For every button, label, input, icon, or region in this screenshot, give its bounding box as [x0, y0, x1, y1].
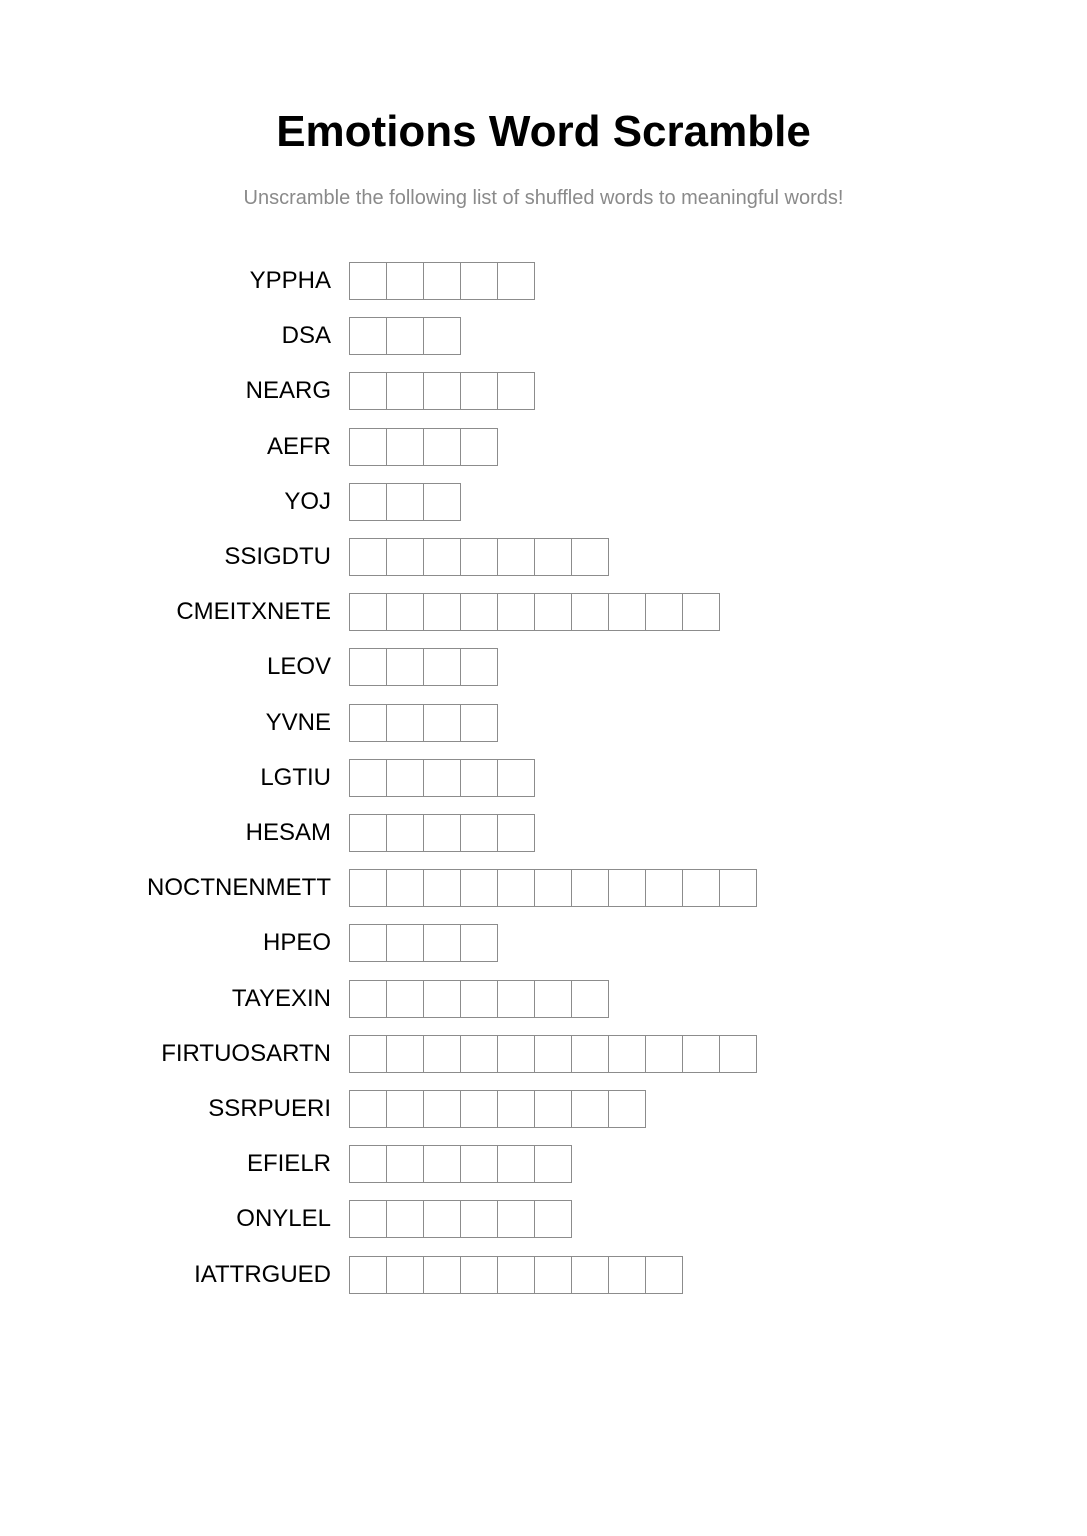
word-row: [0, 1256, 1087, 1294]
answer-boxes: [349, 593, 719, 631]
word-row: [0, 1145, 1087, 1183]
letter-box[interactable]: [386, 869, 424, 907]
letter-box[interactable]: [349, 317, 387, 355]
letter-box[interactable]: [497, 1256, 535, 1294]
page-title: Emotions Word Scramble: [276, 107, 811, 156]
letter-box[interactable]: [571, 1256, 609, 1294]
letter-box[interactable]: [386, 759, 424, 797]
letter-box[interactable]: [423, 924, 461, 962]
letter-box[interactable]: [608, 1090, 646, 1128]
letter-box[interactable]: [534, 980, 572, 1018]
letter-box[interactable]: [386, 317, 424, 355]
letter-box[interactable]: [349, 1035, 387, 1073]
scrambled-word: HESAM: [245, 819, 331, 846]
letter-box[interactable]: [423, 1200, 461, 1238]
letter-box[interactable]: [386, 262, 424, 300]
letter-box[interactable]: [571, 1090, 609, 1128]
letter-box[interactable]: [608, 1035, 646, 1073]
letter-box[interactable]: [386, 428, 424, 466]
answer-boxes: [349, 980, 608, 1018]
letter-box[interactable]: [423, 1090, 461, 1128]
answer-boxes: [349, 648, 497, 686]
letter-box[interactable]: [386, 814, 424, 852]
word-row: [0, 1090, 1087, 1128]
letter-box[interactable]: [423, 483, 461, 521]
letter-box[interactable]: [423, 704, 461, 742]
letter-box[interactable]: [497, 759, 535, 797]
answer-boxes: [349, 1145, 571, 1183]
letter-box[interactable]: [386, 980, 424, 1018]
answer-boxes: [349, 1035, 756, 1073]
letter-box[interactable]: [423, 372, 461, 410]
letter-box[interactable]: [423, 814, 461, 852]
letter-box[interactable]: [460, 428, 498, 466]
letter-box[interactable]: [423, 428, 461, 466]
letter-box[interactable]: [349, 428, 387, 466]
letter-box[interactable]: [460, 869, 498, 907]
word-row: [0, 980, 1087, 1018]
letter-box[interactable]: [349, 869, 387, 907]
letter-box[interactable]: [460, 980, 498, 1018]
letter-box[interactable]: [534, 1035, 572, 1073]
word-row: [0, 759, 1087, 797]
letter-box[interactable]: [682, 593, 720, 631]
letter-box[interactable]: [460, 759, 498, 797]
letter-box[interactable]: [608, 869, 646, 907]
letter-box[interactable]: [497, 814, 535, 852]
letter-box[interactable]: [349, 593, 387, 631]
word-row: [0, 372, 1087, 410]
letter-box[interactable]: [386, 648, 424, 686]
word-row: [0, 317, 1087, 355]
answer-boxes: [349, 428, 497, 466]
letter-box[interactable]: [571, 869, 609, 907]
letter-box[interactable]: [571, 980, 609, 1018]
letter-box[interactable]: [460, 814, 498, 852]
letter-box[interactable]: [645, 869, 683, 907]
letter-box[interactable]: [460, 262, 498, 300]
scrambled-word: NEARG: [245, 377, 331, 405]
letter-box[interactable]: [534, 538, 572, 576]
letter-box[interactable]: [349, 1256, 387, 1294]
letter-box[interactable]: [497, 593, 535, 631]
letter-box[interactable]: [460, 1090, 498, 1128]
answer-boxes: [349, 372, 534, 410]
letter-box[interactable]: [460, 538, 498, 576]
letter-box[interactable]: [534, 1256, 572, 1294]
answer-boxes: [349, 759, 534, 797]
letter-box[interactable]: [386, 1145, 424, 1183]
letter-box[interactable]: [534, 1145, 572, 1183]
letter-box[interactable]: [460, 1256, 498, 1294]
scrambled-word: SSRPUERI: [208, 1095, 331, 1122]
letter-box[interactable]: [349, 1145, 387, 1183]
letter-box[interactable]: [719, 869, 757, 907]
letter-box[interactable]: [571, 538, 609, 576]
letter-box[interactable]: [645, 593, 683, 631]
letter-box[interactable]: [386, 372, 424, 410]
answer-boxes: [349, 1200, 571, 1238]
letter-box[interactable]: [423, 538, 461, 576]
letter-box[interactable]: [386, 924, 424, 962]
letter-box[interactable]: [423, 262, 461, 300]
scrambled-word: FIRTUOSARTN: [161, 1039, 331, 1067]
letter-box[interactable]: [349, 648, 387, 686]
letter-box[interactable]: [460, 1145, 498, 1183]
letter-box[interactable]: [534, 593, 572, 631]
answer-boxes: [349, 483, 460, 521]
scrambled-word: AEFR: [266, 432, 331, 460]
word-row: [0, 924, 1087, 962]
letter-box[interactable]: [497, 869, 535, 907]
letter-box[interactable]: [423, 759, 461, 797]
letter-box[interactable]: [608, 1256, 646, 1294]
answer-boxes: [349, 1256, 682, 1294]
letter-box[interactable]: [349, 704, 387, 742]
letter-box[interactable]: [460, 1035, 498, 1073]
letter-box[interactable]: [349, 924, 387, 962]
scrambled-word: LGTIU: [260, 763, 331, 791]
scrambled-word: HPEO: [262, 929, 331, 957]
letter-box[interactable]: [349, 1200, 387, 1238]
letter-box[interactable]: [497, 262, 535, 300]
scrambled-word: NOCTNENMETT: [147, 874, 331, 902]
letter-box[interactable]: [497, 980, 535, 1018]
answer-boxes: [349, 1090, 645, 1128]
letter-box[interactable]: [386, 483, 424, 521]
letter-box[interactable]: [386, 593, 424, 631]
letter-box[interactable]: [349, 483, 387, 521]
scrambled-word: YPPHA: [249, 267, 331, 294]
letter-box[interactable]: [682, 1035, 720, 1073]
letter-box[interactable]: [460, 1200, 498, 1238]
word-row: [0, 869, 1087, 907]
word-row: [0, 428, 1087, 466]
scrambled-word: YOJ: [284, 487, 331, 515]
letter-box[interactable]: [386, 1200, 424, 1238]
letter-box[interactable]: [349, 538, 387, 576]
letter-box[interactable]: [608, 593, 646, 631]
letter-box[interactable]: [497, 1035, 535, 1073]
letter-box[interactable]: [645, 1035, 683, 1073]
letter-box[interactable]: [349, 814, 387, 852]
word-row: [0, 593, 1087, 631]
scrambled-word: EFIELR: [246, 1150, 331, 1178]
letter-box[interactable]: [460, 704, 498, 742]
answer-boxes: [349, 924, 497, 962]
word-row: [0, 1200, 1087, 1238]
letter-box[interactable]: [719, 1035, 757, 1073]
letter-box[interactable]: [534, 1200, 572, 1238]
answer-boxes: [349, 262, 534, 300]
scrambled-word: DSA: [281, 322, 331, 350]
word-row: [0, 483, 1087, 521]
word-row: [0, 538, 1087, 576]
scrambled-word: CMEITXNETE: [176, 598, 331, 626]
answer-boxes: [349, 814, 534, 852]
word-row: [0, 262, 1087, 300]
answer-boxes: [349, 317, 460, 355]
letter-box[interactable]: [534, 1090, 572, 1128]
letter-box[interactable]: [460, 924, 498, 962]
letter-box[interactable]: [645, 1256, 683, 1294]
scrambled-word: SSIGDTU: [224, 543, 331, 570]
letter-box[interactable]: [423, 980, 461, 1018]
page-subtitle: Unscramble the following list of shuffled words to meaningful words!: [243, 187, 844, 209]
letter-box[interactable]: [571, 1035, 609, 1073]
letter-box[interactable]: [423, 593, 461, 631]
answer-boxes: [349, 538, 608, 576]
letter-box[interactable]: [349, 980, 387, 1018]
answer-boxes: [349, 704, 497, 742]
word-row: [0, 814, 1087, 852]
letter-box[interactable]: [349, 372, 387, 410]
answer-boxes: [349, 869, 756, 907]
word-row: [0, 1035, 1087, 1073]
letter-box[interactable]: [497, 1200, 535, 1238]
letter-box[interactable]: [386, 1256, 424, 1294]
letter-box[interactable]: [682, 869, 720, 907]
scrambled-word: ONYLEL: [236, 1205, 331, 1233]
scrambled-word: IATTRGUED: [194, 1260, 331, 1288]
letter-box[interactable]: [349, 262, 387, 300]
letter-box[interactable]: [349, 1090, 387, 1128]
scrambled-word: TAYEXIN: [231, 984, 331, 1012]
word-row: [0, 648, 1087, 686]
letter-box[interactable]: [386, 1090, 424, 1128]
scrambled-word: LEOV: [266, 653, 331, 681]
letter-box[interactable]: [497, 372, 535, 410]
letter-box[interactable]: [497, 1090, 535, 1128]
letter-box[interactable]: [423, 1256, 461, 1294]
letter-box[interactable]: [460, 372, 498, 410]
word-row: [0, 704, 1087, 742]
letter-box[interactable]: [423, 1145, 461, 1183]
letter-box[interactable]: [423, 869, 461, 907]
letter-box[interactable]: [497, 538, 535, 576]
letter-box[interactable]: [386, 1035, 424, 1073]
letter-box[interactable]: [423, 648, 461, 686]
scrambled-word: YVNE: [265, 708, 331, 736]
letter-box[interactable]: [386, 538, 424, 576]
letter-box[interactable]: [460, 648, 498, 686]
letter-box[interactable]: [386, 704, 424, 742]
letter-box[interactable]: [497, 1145, 535, 1183]
letter-box[interactable]: [571, 593, 609, 631]
letter-box[interactable]: [423, 1035, 461, 1073]
letter-box[interactable]: [423, 317, 461, 355]
letter-box[interactable]: [534, 869, 572, 907]
letter-box[interactable]: [460, 593, 498, 631]
letter-box[interactable]: [349, 759, 387, 797]
